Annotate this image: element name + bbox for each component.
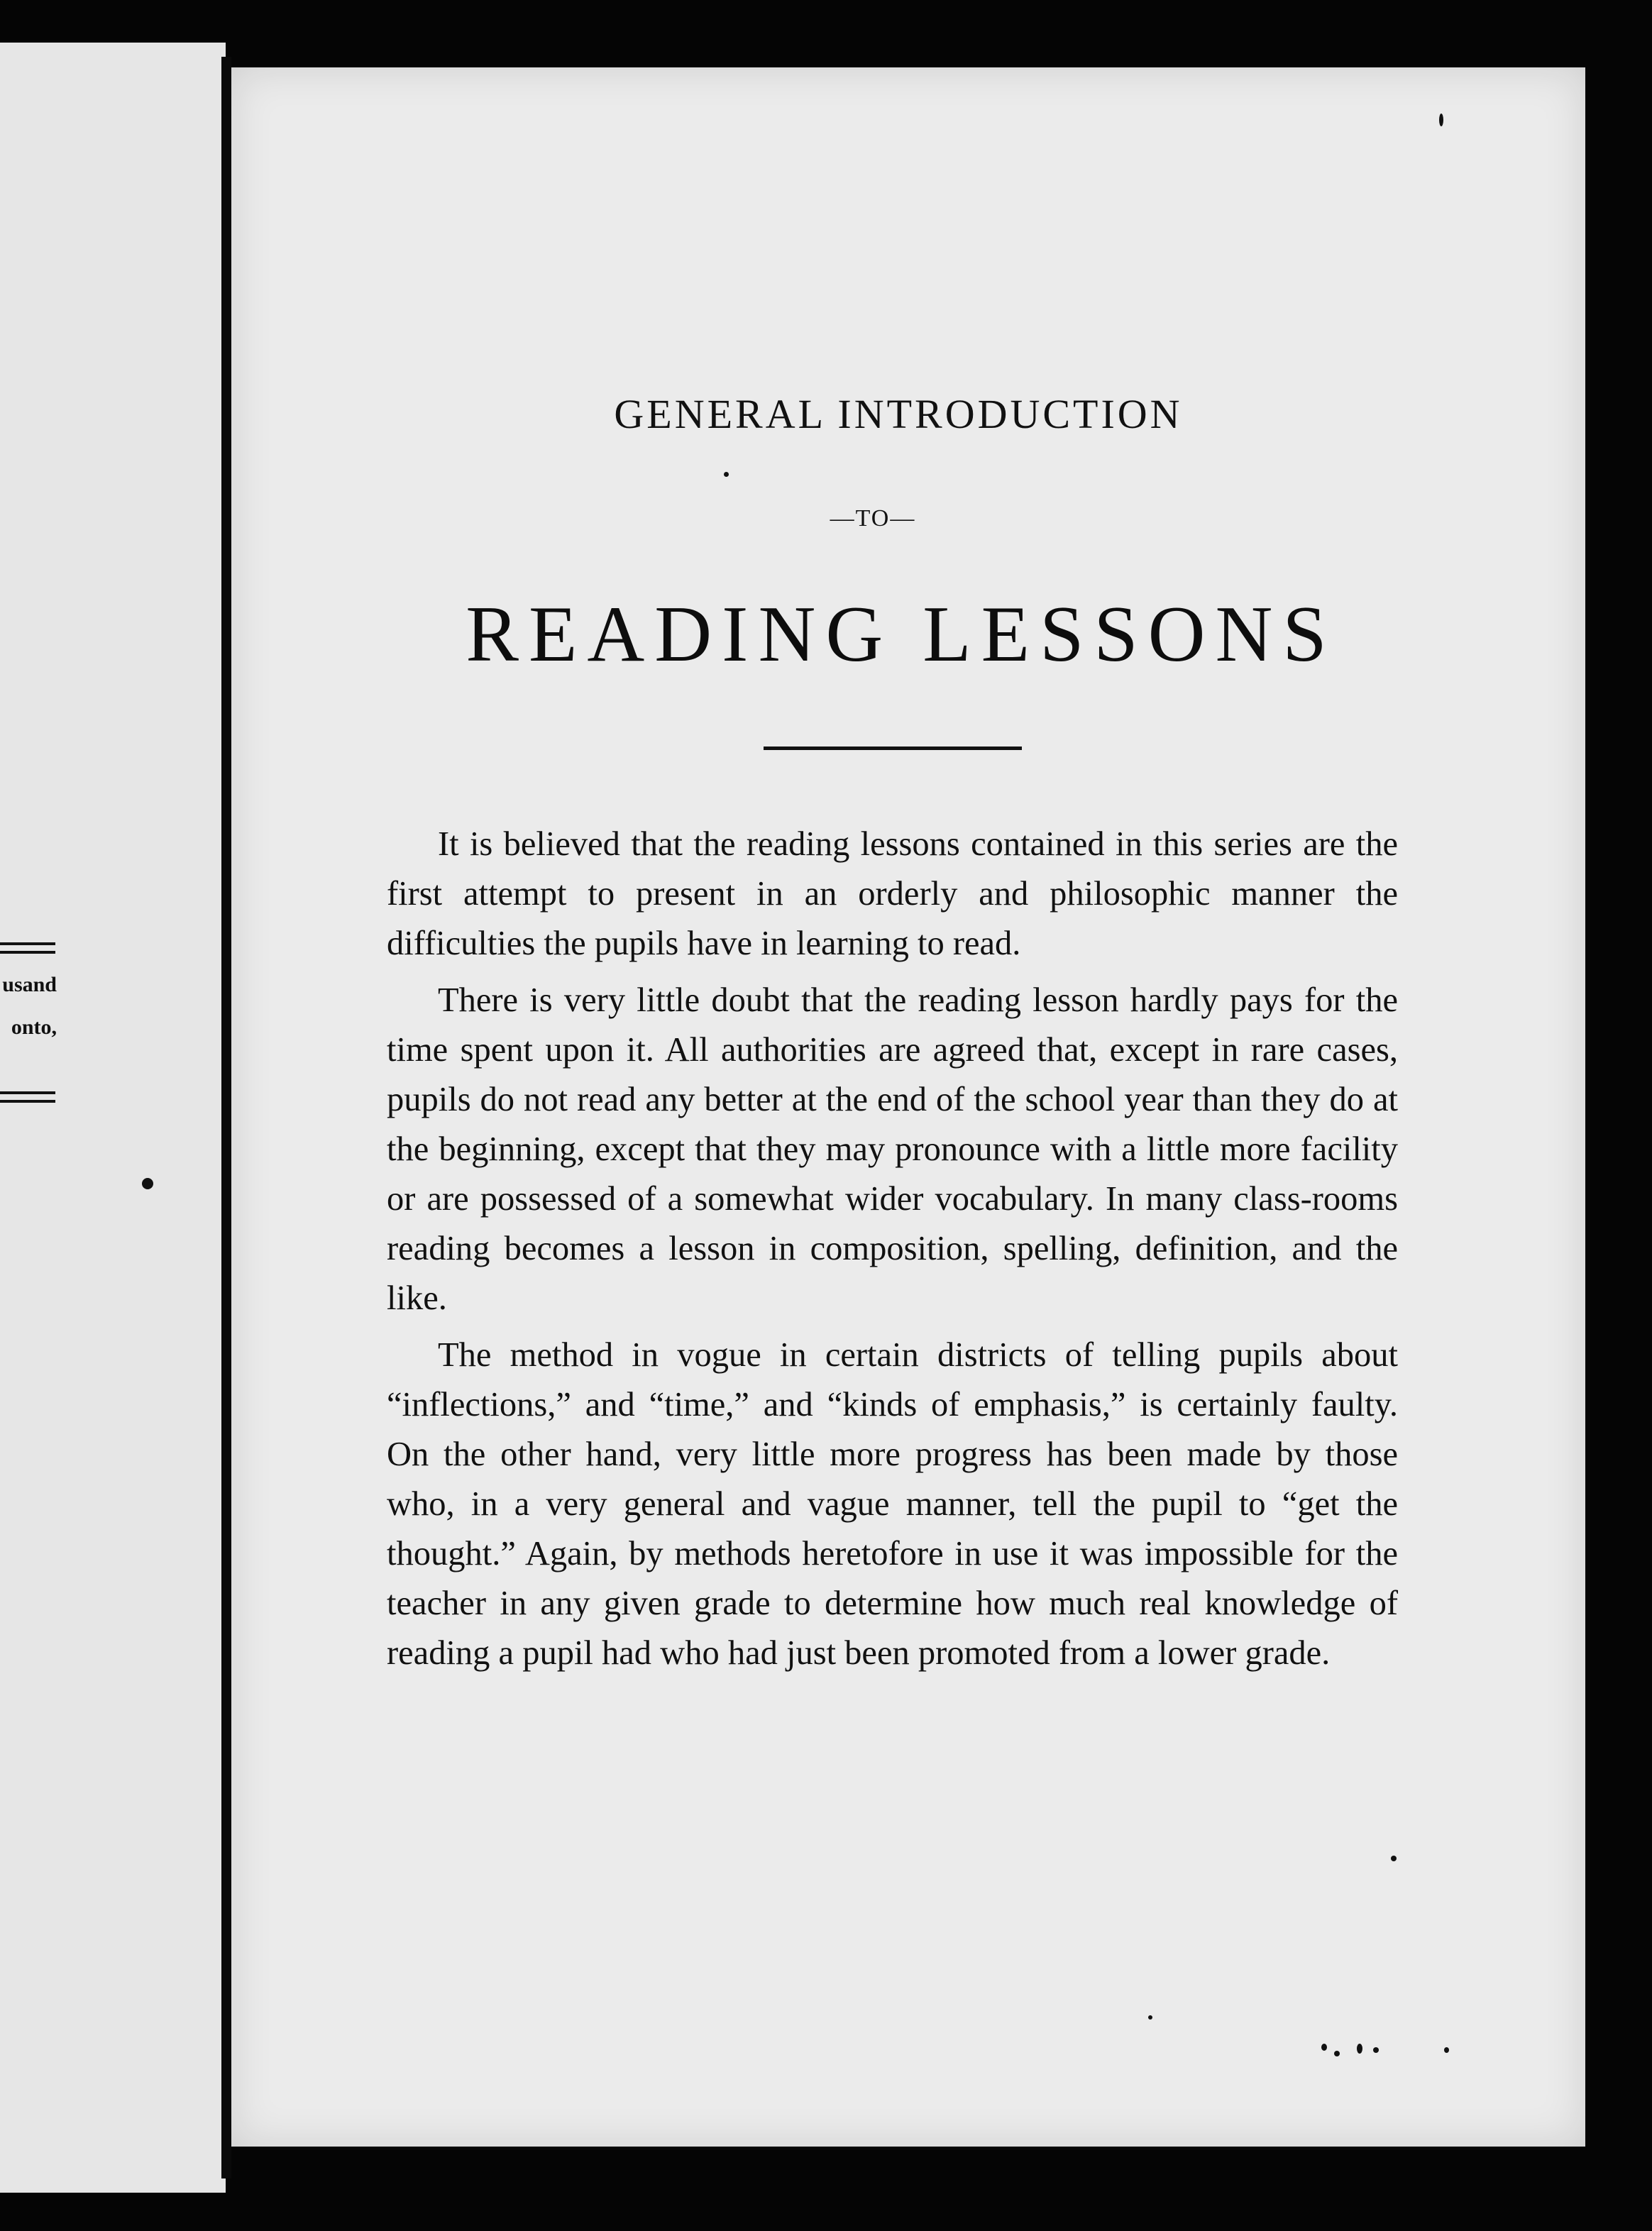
body-text [387,820,1398,1685]
left-page-rule [0,1100,55,1103]
heading-connector: —TO— [830,505,916,531]
ink-speck [1334,2051,1340,2056]
ink-speck [1444,2047,1449,2053]
ink-speck [142,1178,153,1189]
ink-speck [724,472,729,477]
ink-speck [1373,2047,1379,2053]
heading-general-introduction: GENERAL INTRODUCTION [614,391,1183,437]
left-page-rule [0,951,55,954]
ink-speck [1439,114,1443,126]
left-page-fragment: usand [2,973,57,996]
ink-speck [1321,2044,1327,2051]
paragraph: There is very little doubt that the reading lesson hardly pays for the time spent upon it. All authorities are agreed that, except in rare cases, pupils do not read any better at the end of the school year than they do at the beginning, except that they may pronounce with a little more facility or are possessed of a somewhat wider vocabulary. In many class-rooms reading becomes a lesson in composition, spelling, definition, and the like. [387,981,1398,1317]
page-spine [221,57,231,2178]
title-underline-rule [764,747,1022,750]
ink-speck [1357,2044,1362,2054]
paragraph: The method in vogue in certain districts of telling pupils about “inflections,” and “time,” and “kinds of emphasis,” is certainly faulty. On the other hand, very little more progress has been made by those who, in a very general and vague manner, tell the pupil to “get the thought.” Again, by methods heretofore in use it was impossible for the teacher in any given grade to determine how much real knowledge of reading a pupil had who had just been promoted from a lower grade. [387,1336,1398,1672]
ink-speck [1391,1856,1397,1861]
paragraph: It is believed that the reading lessons contained in this series are the first attempt to present in an orderly and philosophic manner the difficulties the pupils have in learning to read. [387,825,1398,962]
left-page-rule [0,1091,55,1094]
ink-speck [1148,2015,1152,2020]
page-title: READING LESSONS [466,590,1337,678]
left-page-fragment: onto, [11,1015,57,1039]
left-page-rule [0,942,55,945]
left-page [0,43,226,2193]
